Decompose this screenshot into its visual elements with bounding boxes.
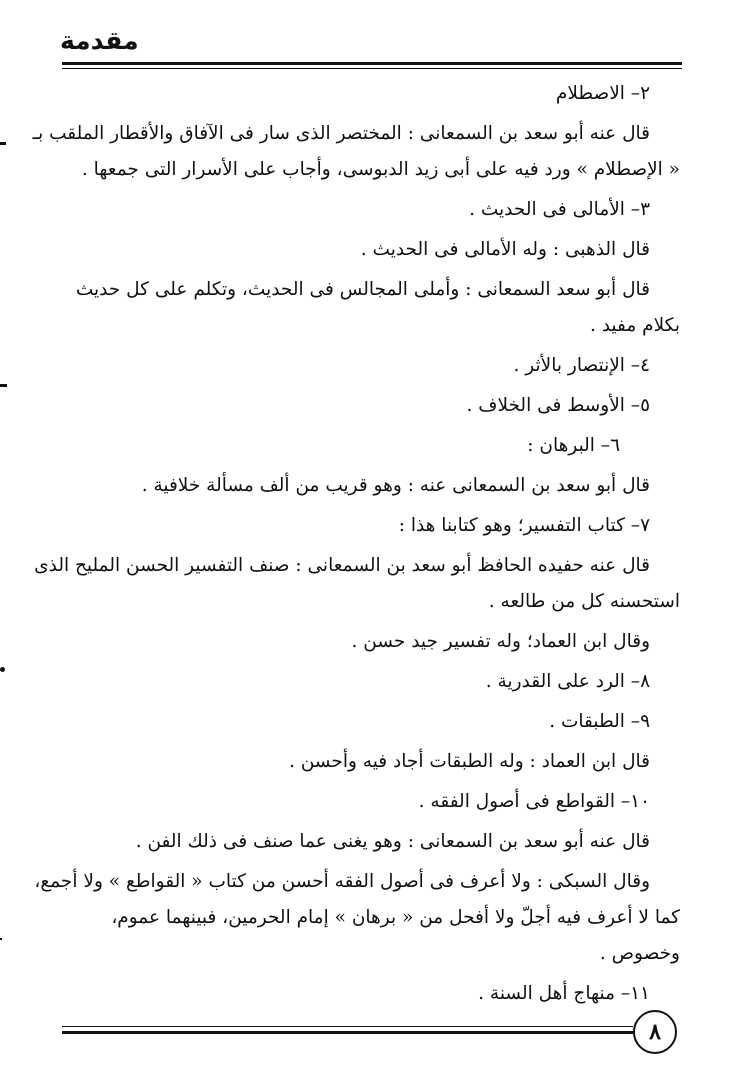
page-header-title: مقدمة <box>60 26 139 55</box>
item-9-heading: ٩– الطبقات . <box>549 711 650 732</box>
page-number: ٨ <box>633 1010 677 1054</box>
paragraph-line: قال عنه أبو سعد بن السمعانى : المختصر الذى سار فى الآفاق والأقطار الملقب بـ <box>32 123 650 144</box>
scan-margin-mark <box>0 142 6 145</box>
item-6-heading: ٦– البرهان : <box>527 435 620 456</box>
paragraph-line: قال عنه أبو سعد بن السمعانى : وهو يغنى عما صنف فى ذلك الفن . <box>135 831 650 852</box>
item-11-heading: ١١– منهاج أهل السنة . <box>478 983 650 1004</box>
paragraph-line: بكلام مفيد . <box>589 315 680 336</box>
paragraph-line: كما لا أعرف فيه أجلّ ولا أفحل من « برهان » إمام الحرمين، فبينهما عموم، <box>111 907 680 928</box>
paragraph-line: وقال السبكى : ولا أعرف فى أصول الفقه أحسن من كتاب « القواطع » ولا أجمع، <box>34 871 650 892</box>
scan-margin-mark <box>0 384 7 387</box>
footer-rule-thin <box>62 1026 633 1027</box>
scan-margin-mark <box>0 667 5 672</box>
page-body <box>32 76 680 1012</box>
paragraph-line: قال أبو سعد بن السمعانى عنه : وهو قريب من ألف مسألة خلافية . <box>141 475 650 496</box>
paragraph-line: قال الذهبى : وله الأمالى فى الحديث . <box>360 239 650 260</box>
item-2-heading: ٢– الاصطلام <box>555 83 650 104</box>
paragraph-line: قال أبو سعد السمعانى : وأملى المجالس فى الحديث، وتكلم على كل حديث <box>75 279 650 300</box>
paragraph-line: وخصوص . <box>599 943 680 964</box>
item-10-heading: ١٠– القواطع فى أصول الفقه . <box>418 791 650 812</box>
paragraph-line: « الإصطلام » ورد فيه على أبى زيد الدبوسى، وأجاب على الأسرار التى جمعها . <box>81 159 680 180</box>
header-rule-thin <box>62 68 682 69</box>
paragraph-line: قال ابن العماد : وله الطبقات أجاد فيه وأحسن . <box>289 751 650 772</box>
paragraph-line: استحسنه كل من طالعه . <box>488 591 680 612</box>
item-8-heading: ٨– الرد على القدرية . <box>485 671 650 692</box>
item-3-heading: ٣– الأمالى فى الحديث . <box>469 199 650 220</box>
item-5-heading: ٥– الأوسط فى الخلاف . <box>466 395 650 416</box>
paragraph-line: وقال ابن العماد؛ وله تفسير جيد حسن . <box>351 631 650 652</box>
footer-rule-thick <box>62 1031 633 1034</box>
scan-margin-mark <box>0 938 2 940</box>
item-4-heading: ٤– الإنتصار بالأثر . <box>513 355 650 376</box>
paragraph-line: قال عنه حفيده الحافظ أبو سعد بن السمعانى : صنف التفسير الحسن المليح الذى <box>34 555 650 576</box>
header-rule-thick <box>62 62 682 65</box>
item-7-heading: ٧– كتاب التفسير؛ وهو كتابنا هذا : <box>398 515 650 536</box>
